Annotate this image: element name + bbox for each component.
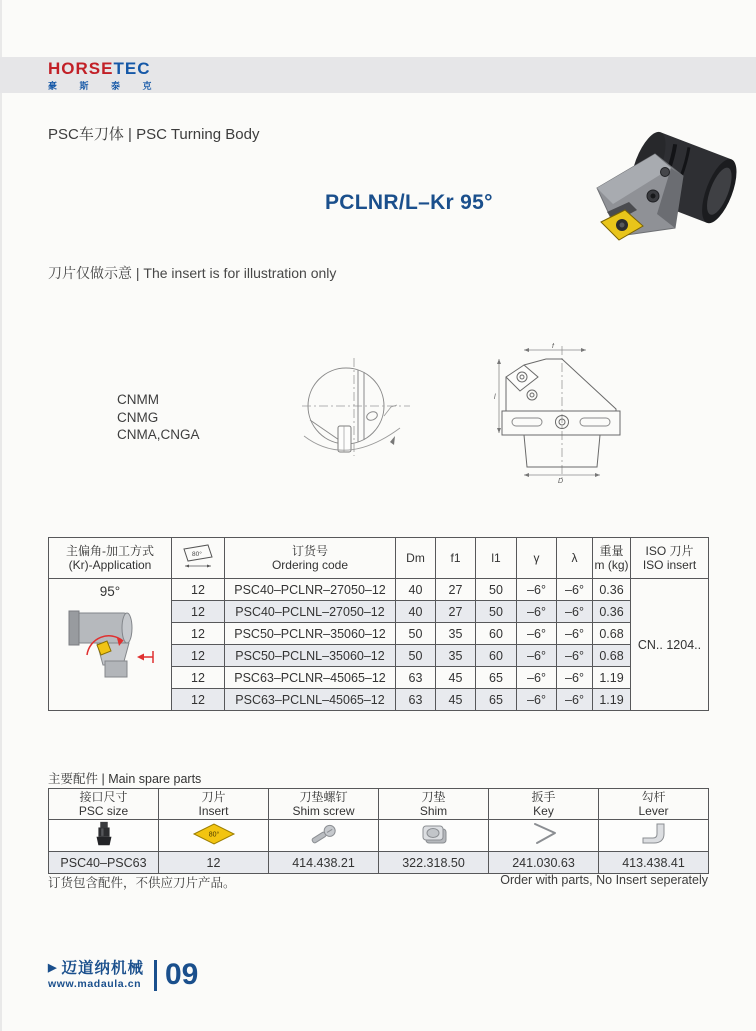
application-illustration-icon [63, 607, 158, 682]
brand-bar [0, 57, 756, 93]
spare-parts-table [48, 788, 709, 874]
col-lever [599, 789, 709, 820]
spare-value-lever: 413.438.41 [599, 852, 709, 874]
cell-size: 12 [172, 579, 225, 601]
cell-gamma: –6° [517, 667, 557, 689]
svg-text:l: l [494, 394, 496, 401]
spare-value-shim-screw: 414.438.21 [269, 852, 379, 874]
logo-tec-text: TEC [113, 59, 151, 78]
holder-icon-cell [49, 820, 159, 852]
insert-icon-cell [159, 820, 269, 852]
order-note-cn: 订货包含配件，不供应刀片产品。 [48, 876, 236, 890]
col-lever-en: Lever [638, 804, 669, 818]
technical-drawing-side-view [494, 343, 632, 490]
col-iso-insert [631, 538, 709, 579]
insert-type: CNMM [117, 392, 159, 407]
cell-code: PSC50–PCLNR–35060–12 [225, 623, 396, 645]
page-footer [48, 960, 198, 991]
order-notes [48, 873, 708, 891]
cell-lambda: –6° [557, 623, 593, 645]
cell-f1: 35 [436, 623, 476, 645]
cell-size: 12 [172, 601, 225, 623]
col-shim-cn: 刀垫 [421, 789, 446, 804]
horsetec-logo [48, 60, 162, 92]
page-number: 09 [164, 958, 199, 991]
cell-gamma: –6° [517, 601, 557, 623]
spare-value-key: 241.030.63 [489, 852, 599, 874]
col-iso-cn: ISO 刀片 [645, 543, 694, 558]
cell-f1: 35 [436, 645, 476, 667]
footer-company-line [48, 960, 144, 977]
iso-insert-cell: CN.. 1204.. [631, 579, 709, 711]
ordering-table [48, 537, 709, 711]
spare-parts-icon-row [49, 820, 709, 852]
col-insert-en: Insert [198, 804, 229, 818]
cell-weight: 0.68 [593, 623, 631, 645]
cell-gamma: –6° [517, 645, 557, 667]
cell-dm: 63 [396, 667, 436, 689]
col-psc-size [49, 789, 159, 820]
cell-f1: 27 [436, 601, 476, 623]
col-insert-cn: 刀片 [201, 789, 226, 804]
cell-l1: 65 [476, 667, 517, 689]
cell-size: 12 [172, 689, 225, 711]
col-key-en: Key [533, 804, 554, 818]
col-shim-screw-en: Shim screw [292, 804, 355, 818]
turning-tool-render-icon [585, 126, 750, 254]
shim-screw-icon-cell [269, 820, 379, 852]
spare-value-psc-size: PSC40–PSC63 [49, 852, 159, 874]
col-key [489, 789, 599, 820]
col-psc-size-cn: 接口尺寸 [79, 789, 128, 804]
svg-text:80°: 80° [208, 831, 219, 839]
key-icon [527, 821, 561, 847]
cell-f1: 45 [436, 667, 476, 689]
kr-angle-value: 95° [99, 584, 121, 599]
section-title: PSC车刀体 | PSC Turning Body [48, 126, 260, 143]
svg-text:f: f [552, 343, 554, 350]
shim-icon-cell [379, 820, 489, 852]
technical-drawing-end-view [298, 350, 413, 467]
cell-size: 12 [172, 667, 225, 689]
lever-icon [637, 821, 671, 847]
col-f1: f1 [436, 538, 476, 579]
spare-parts-header-row [49, 789, 709, 820]
lever-icon-cell [599, 820, 709, 852]
col-application-en: (Kr)-Application [68, 558, 152, 572]
insert-types-list [117, 391, 200, 444]
col-psc-size-en: PSC size [78, 804, 129, 818]
cell-gamma: –6° [517, 689, 557, 711]
cell-weight: 0.36 [593, 579, 631, 601]
cell-code: PSC40–PCLNR–27050–12 [225, 579, 396, 601]
svg-text:80°: 80° [192, 551, 202, 559]
product-title: PCLNR/L–Kr 95° [325, 191, 493, 214]
col-key-cn: 扳手 [531, 789, 556, 804]
shim-screw-icon [307, 821, 341, 847]
cell-code: PSC50–PCLNL–35060–12 [225, 645, 396, 667]
cell-dm: 50 [396, 623, 436, 645]
spare-value-shim: 322.318.50 [379, 852, 489, 874]
cell-dm: 50 [396, 645, 436, 667]
insert-note: 刀片仅做示意 | The insert is for illustration only [48, 265, 337, 281]
cell-weight: 0.68 [593, 645, 631, 667]
col-insert [159, 789, 269, 820]
cell-l1: 50 [476, 601, 517, 623]
cell-size: 12 [172, 645, 225, 667]
col-shim [379, 789, 489, 820]
insert-type: CNMG [117, 409, 159, 425]
cell-lambda: –6° [557, 579, 593, 601]
end-view-drawing-icon [298, 350, 413, 462]
cell-gamma: –6° [517, 623, 557, 645]
insert-diamond-icon [191, 821, 237, 847]
logo-wordmark [48, 60, 162, 77]
col-application-cn: 主偏角-加工方式 [66, 543, 154, 558]
col-weight [593, 538, 631, 579]
product-photo [585, 126, 750, 254]
insert-size-icon [178, 541, 218, 571]
side-view-drawing-icon [494, 343, 632, 485]
cell-lambda: –6° [557, 601, 593, 623]
col-ordering-code [225, 538, 396, 579]
cell-code: PSC40–PCLNL–27050–12 [225, 601, 396, 623]
spare-value-insert: 12 [159, 852, 269, 874]
cell-weight: 0.36 [593, 601, 631, 623]
col-iso-en: ISO insert [642, 558, 697, 572]
cell-size: 12 [172, 623, 225, 645]
footer-brand [48, 960, 144, 991]
col-gamma: γ [517, 538, 557, 579]
cell-l1: 50 [476, 579, 517, 601]
application-cell [49, 579, 172, 711]
col-weight-cn: 重量 [599, 543, 624, 558]
cell-dm: 40 [396, 601, 436, 623]
col-shim-en: Shim [419, 804, 448, 818]
col-insert-size [172, 538, 225, 579]
table-row [49, 579, 709, 601]
cell-lambda: –6° [557, 689, 593, 711]
cell-f1: 45 [436, 689, 476, 711]
col-lever-cn: 勾杆 [641, 789, 666, 804]
spare-parts-value-row [49, 852, 709, 874]
cell-l1: 60 [476, 623, 517, 645]
footer-divider [154, 960, 157, 991]
footer-company-name: 迈道纳机械 [61, 960, 144, 977]
psc-holder-icon [90, 820, 118, 848]
col-weight-en: m (kg) [594, 558, 629, 572]
cell-code: PSC63–PCLNL–45065–12 [225, 689, 396, 711]
col-application [49, 538, 172, 579]
col-l1: l1 [476, 538, 517, 579]
cell-lambda: –6° [557, 645, 593, 667]
insert-type: CNMA,CNGA [117, 427, 200, 442]
ordering-table-header-row [49, 538, 709, 579]
cell-l1: 65 [476, 689, 517, 711]
col-dm: Dm [396, 538, 436, 579]
cell-dm: 40 [396, 579, 436, 601]
col-ordering-en: Ordering code [271, 558, 349, 572]
col-lambda: λ [557, 538, 593, 579]
col-shim-screw [269, 789, 379, 820]
shim-icon [416, 821, 452, 847]
cell-code: PSC63–PCLNR–45065–12 [225, 667, 396, 689]
page-edge-line [0, 0, 2, 1031]
play-triangle-icon: ▶ [48, 962, 58, 974]
logo-chinese-text: 豪 斯 泰 克 [48, 81, 162, 91]
key-icon-cell [489, 820, 599, 852]
cell-weight: 1.19 [593, 667, 631, 689]
logo-horse-text: HORSE [48, 59, 114, 78]
order-note-en: Order with parts, No Insert seperately [500, 873, 708, 887]
cell-l1: 60 [476, 645, 517, 667]
svg-text:D: D [558, 478, 564, 485]
cell-weight: 1.19 [593, 689, 631, 711]
cell-gamma: –6° [517, 579, 557, 601]
spare-parts-title: 主要配件 | Main spare parts [48, 772, 202, 786]
cell-f1: 27 [436, 579, 476, 601]
footer-website: www.madaula.cn [48, 978, 142, 990]
col-ordering-cn: 订货号 [291, 543, 328, 558]
col-shim-screw-cn: 刀垫螺钉 [299, 789, 348, 804]
cell-dm: 63 [396, 689, 436, 711]
cell-lambda: –6° [557, 667, 593, 689]
